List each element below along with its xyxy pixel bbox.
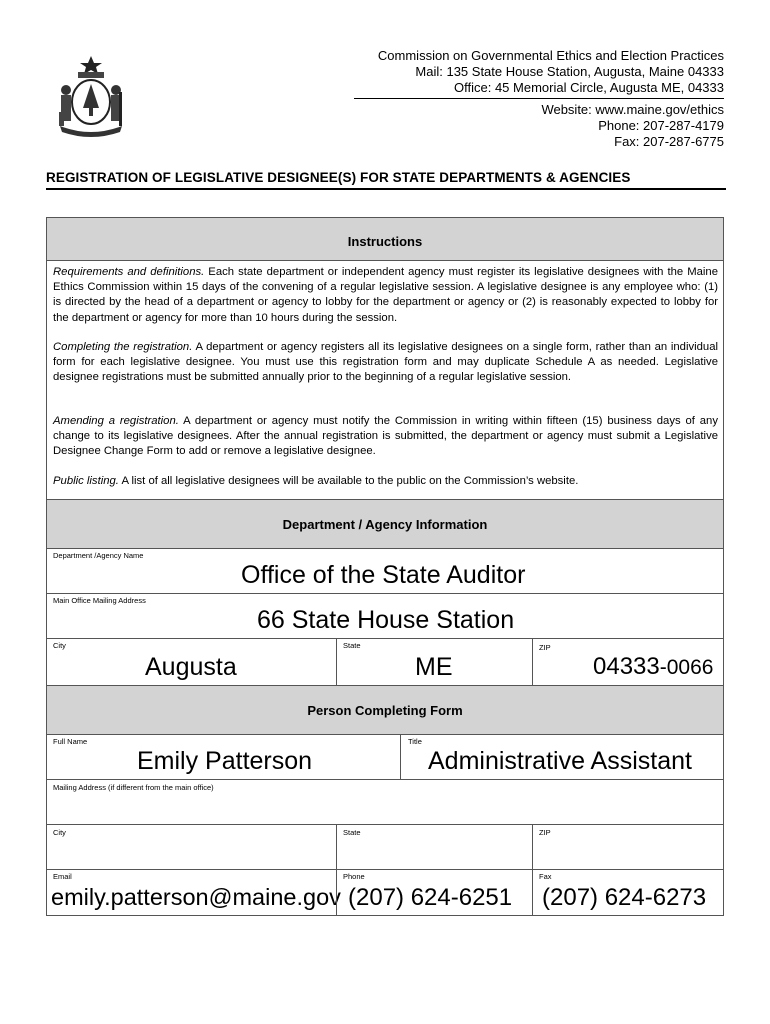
instruction-requirements xyxy=(53,265,718,326)
title-label: Title xyxy=(408,737,422,746)
title-field[interactable] xyxy=(400,734,724,780)
department-heading: Department / Agency Information xyxy=(282,517,488,532)
amending-body: A department or agency must notify the Commission in writing within fifteen (15) business days of any change to its legislative designees. After the annual registration is submitted, the department or agency must submit a Legislative Designee Change Form to add or remove a legislative designee. xyxy=(53,415,718,458)
commission-header xyxy=(378,48,724,96)
instructions-heading: Instructions xyxy=(347,234,423,249)
email-value: emily.patterson@maine.gov xyxy=(51,884,341,910)
person-state-field[interactable] xyxy=(336,824,533,870)
full-name-label: Full Name xyxy=(53,737,88,746)
phone-field[interactable] xyxy=(336,869,533,916)
city-field[interactable] xyxy=(46,638,337,686)
person-band xyxy=(46,685,724,735)
email-field[interactable] xyxy=(46,869,341,916)
zip-extension: -0066 xyxy=(659,656,714,679)
mail-address: Mail: 135 State House Station, Augusta, Maine 04333 xyxy=(415,64,724,79)
state-value: ME xyxy=(415,653,453,681)
person-heading: Person Completing Form xyxy=(307,703,463,718)
commission-contact xyxy=(541,102,724,150)
completing-body: A department or agency registers all its legislative designees on a single form, rather than an individual form for each legislative designee. You must use this registration form and may duplicate Schedule A as needed. Legislative designee registrations must be submitted annually prior to the beginning of a regular legislative session. xyxy=(53,341,718,384)
requirements-body: Each state department or independent agency must register its legislative designees with the Maine Ethics Commission within 15 days of the convening of a regular legislative session. A legislative designee is any employee who: (1) is directed by the head of a department or agency to lobby for the department or agency or (2) is reasonably expected to lobby for the department or agency for more than 10 hours during the session. xyxy=(53,266,718,324)
phone-value: (207) 624-6251 xyxy=(348,884,513,911)
person-city-field[interactable] xyxy=(46,824,337,870)
person-mailing-address-label: Mailing Address (if different from the main office) xyxy=(53,783,214,792)
maine-state-seal xyxy=(52,52,130,140)
header-rule xyxy=(354,98,724,99)
city-label: City xyxy=(53,641,66,650)
public-listing-lead: Public listing. xyxy=(53,475,119,487)
website-link[interactable]: Website: www.maine.gov/ethics xyxy=(541,102,724,117)
phone-number: Phone: 207-287-4179 xyxy=(598,118,724,133)
office-address: Office: 45 Memorial Circle, Augusta ME, 04333 xyxy=(454,80,724,95)
department-name-field[interactable] xyxy=(46,548,724,594)
zip-label: ZIP xyxy=(539,643,551,652)
mailing-address-value: 66 State House Station xyxy=(257,606,515,634)
department-name-label: Department /Agency Name xyxy=(53,551,144,560)
email-label: Email xyxy=(53,872,72,881)
zip-field[interactable] xyxy=(532,638,724,686)
instruction-completing xyxy=(53,340,718,386)
department-name-value: Office of the State Auditor xyxy=(241,561,526,589)
person-state-label: State xyxy=(343,828,361,837)
fax-label: Fax xyxy=(539,872,552,881)
full-name-value: Emily Patterson xyxy=(137,747,313,775)
person-zip-label: ZIP xyxy=(539,828,551,837)
seal-banner-text: MAINE xyxy=(79,125,103,132)
full-name-field[interactable] xyxy=(46,734,401,780)
completing-lead: Completing the registration. xyxy=(53,341,193,353)
public-listing-body: A list of all legislative designees will be available to the public on the Commission’s website. xyxy=(118,475,579,487)
person-zip-field[interactable] xyxy=(532,824,724,870)
mailing-address-label: Main Office Mailing Address xyxy=(53,596,146,605)
person-mailing-address-field[interactable] xyxy=(46,779,724,825)
instruction-amending xyxy=(53,414,718,460)
city-value: Augusta xyxy=(145,653,237,681)
state-field[interactable] xyxy=(336,638,533,686)
fax-field[interactable] xyxy=(532,869,724,916)
phone-label: Phone xyxy=(343,872,365,881)
department-band xyxy=(46,499,724,549)
instructions-band xyxy=(46,217,724,261)
mailing-address-field[interactable] xyxy=(46,593,724,639)
person-city-label: City xyxy=(53,828,66,837)
amending-lead: Amending a registration. xyxy=(53,415,179,427)
fax-number: Fax: 207-287-6775 xyxy=(614,134,724,149)
commission-name: Commission on Governmental Ethics and Election Practices xyxy=(377,48,724,63)
title-value: Administrative Assistant xyxy=(428,747,692,775)
fax-value: (207) 624-6273 xyxy=(542,884,707,911)
form-title: REGISTRATION OF LEGISLATIVE DESIGNEE(S) FOR STATE DEPARTMENTS & AGENCIES xyxy=(46,170,631,185)
state-label: State xyxy=(343,641,361,650)
requirements-lead: Requirements and definitions. xyxy=(53,266,205,278)
title-rule xyxy=(46,188,726,190)
zip-main: 04333 xyxy=(593,653,660,680)
zip-value xyxy=(593,653,713,681)
instruction-public-listing xyxy=(53,474,718,489)
